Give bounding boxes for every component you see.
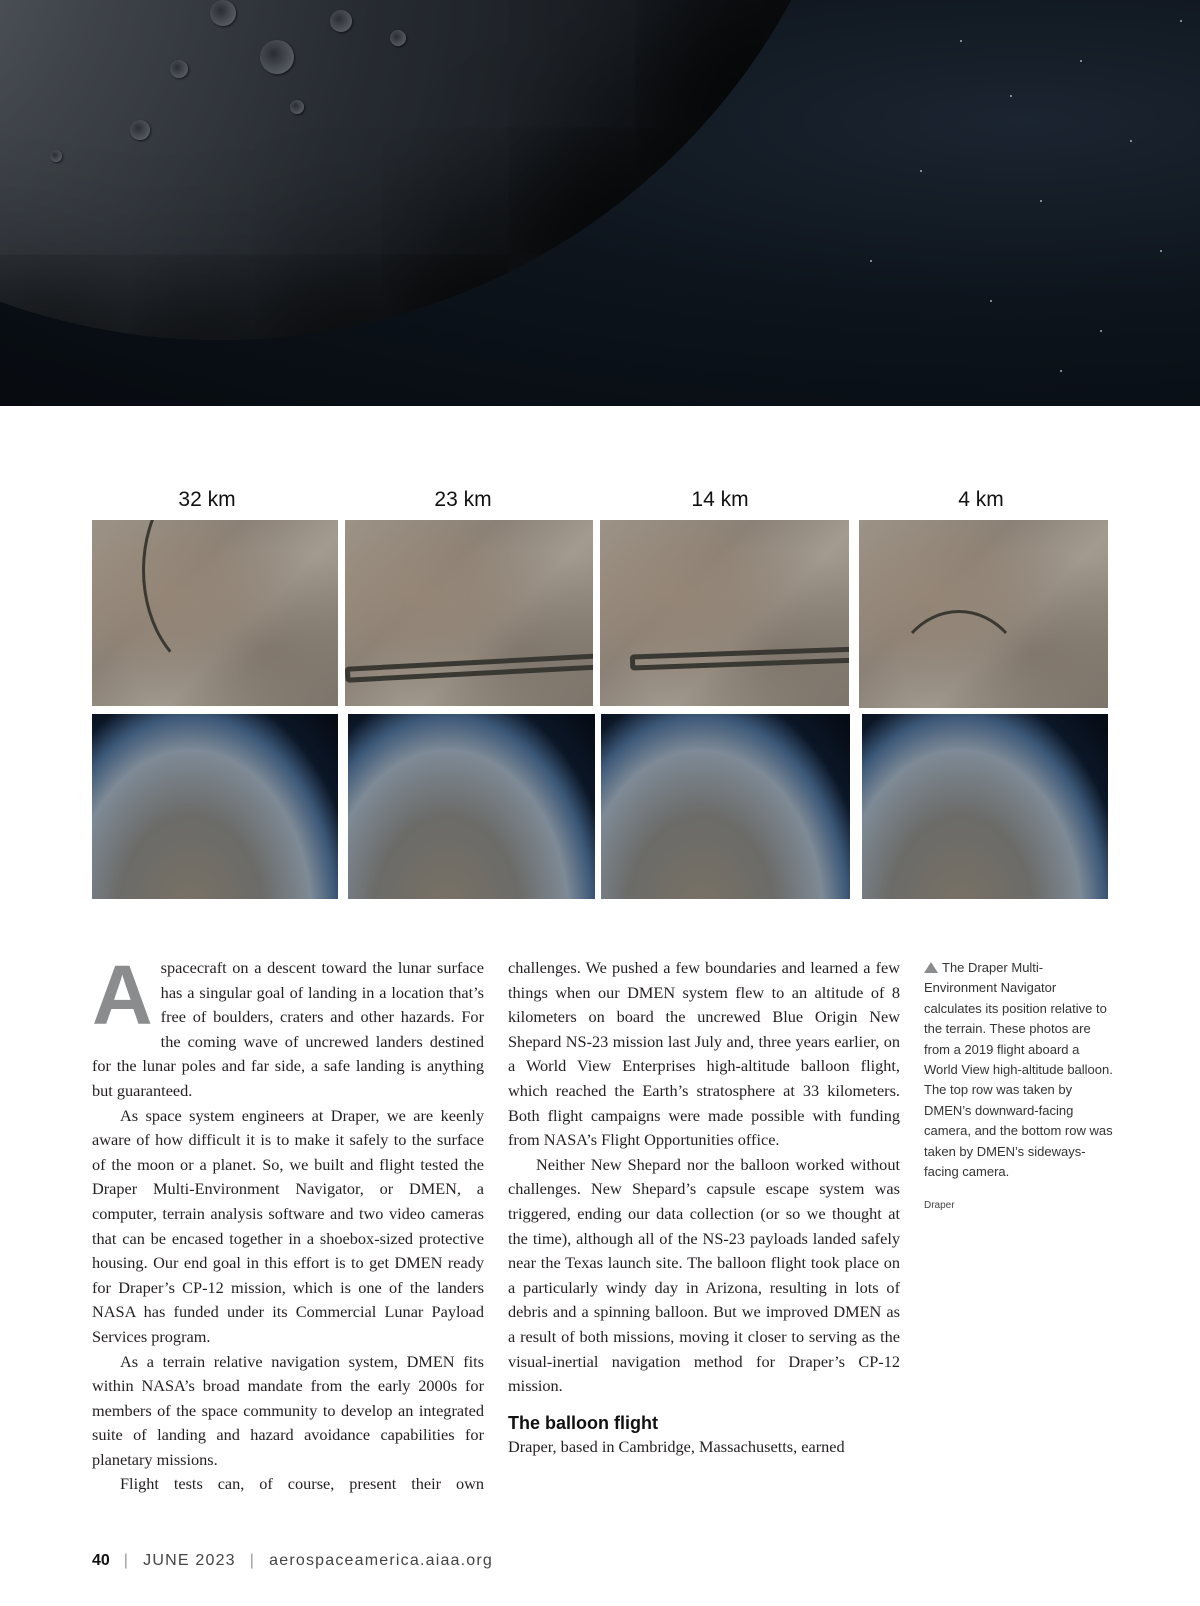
star xyxy=(920,170,922,172)
crater xyxy=(50,150,62,162)
page-number: 40 xyxy=(92,1552,110,1569)
tether-cable xyxy=(142,520,302,680)
crater xyxy=(390,30,406,46)
sideways-camera-photo xyxy=(862,714,1108,899)
article-column-1 xyxy=(92,948,484,1497)
article-paragraph xyxy=(92,948,484,1104)
paragraph-text: spacecraft on a descent toward the lunar surface has a singular goal of landing in a location that’s free of boulders, craters and other hazards. For the coming wave of uncrewed landers destined for the lunar poles and far side, a safe landing is anything but guaranteed. xyxy=(92,958,484,1100)
star xyxy=(1130,140,1132,142)
hero-moon-image xyxy=(0,0,1200,406)
drop-cap: A xyxy=(92,948,153,1042)
page-footer xyxy=(92,1552,493,1570)
article-paragraph: As a terrain relative navigation system, DMEN fits within NASA’s broad mandate from the early 2000s for members of the space community to develop an integrated suite of landing and hazard avoidance capabilities for planetary missions. xyxy=(92,1351,484,1469)
star xyxy=(1060,370,1062,372)
star xyxy=(1010,95,1012,97)
tether-cable xyxy=(889,610,1029,708)
star xyxy=(990,300,992,302)
altitude-label: 14 km xyxy=(691,488,749,511)
caption-triangle-icon xyxy=(924,962,938,973)
footer-separator: | xyxy=(249,1552,256,1569)
article-paragraph: As space system engineers at Draper, we are keenly aware of how difficult it is to make it safely to the surface of the moon or a planet. So, we built and flight tested the Draper Multi-Environment Navigator, or DMEN, a computer, terrain analysis software and two video cameras that can be encased together in a shoebox-sized protective housing. Our end goal in this effort is to get DMEN ready for Draper’s CP-12 mission, which is one of the landers NASA has funded under its Commercial Lunar Payload Services program. xyxy=(92,1105,484,1346)
caption-text: The Draper Multi-Environment Navigator calculates its position relative to the terrain. These photos are from a 2019 flight aboard a World View high-altitude balloon. The top row was taken by DMEN’s downward-facing camera, and the bottom row was taken by DMEN’s sideways-facing camera. xyxy=(924,960,1113,1180)
altitude-label: 32 km xyxy=(178,488,236,511)
star xyxy=(870,260,872,262)
footer-separator: | xyxy=(123,1552,130,1569)
article-paragraph: Draper, based in Cambridge, Massachusetts, earned xyxy=(508,1436,845,1456)
altitude-label: 4 km xyxy=(958,488,1004,511)
photo-credit: Draper xyxy=(924,1200,955,1212)
tether-cable xyxy=(345,653,593,683)
star xyxy=(1180,20,1182,22)
sideways-camera-photo xyxy=(601,714,850,899)
downward-camera-photo xyxy=(859,520,1108,708)
section-subheading: The balloon flight xyxy=(508,1412,658,1433)
altitude-label: 23 km xyxy=(434,488,492,511)
photo-caption xyxy=(924,958,1114,1217)
moon-surface xyxy=(0,0,870,340)
downward-camera-photo xyxy=(600,520,849,706)
crater xyxy=(130,120,150,140)
crater xyxy=(170,60,188,78)
crater xyxy=(260,40,294,74)
article-column-2 xyxy=(508,956,900,1459)
downward-camera-photo xyxy=(92,520,338,706)
crater xyxy=(330,10,352,32)
star xyxy=(1080,60,1082,62)
article-paragraph: Flight tests can, of course, present their own xyxy=(120,1474,484,1494)
article-paragraph: Neither New Shepard nor the balloon worked without challenges. New Shepard’s capsule escape system was triggered, ending our data collection (or so we thought at the time), although all of the NS-23 payloads landed safely near the Texas launch site. The balloon flight took place on a particularly windy day in Arizona, resulting in lots of debris and a spinning balloon. But we improved DMEN as a result of both missions, moving it closer to serving as the visual-inertial navigation method for Draper’s CP-12 mission. xyxy=(508,1154,900,1396)
sideways-camera-photo xyxy=(348,714,595,899)
star xyxy=(1100,330,1102,332)
sideways-camera-photo xyxy=(92,714,338,899)
tether-cable xyxy=(630,645,849,670)
issue-date: JUNE 2023 xyxy=(143,1552,236,1569)
crater xyxy=(210,0,236,26)
downward-camera-photo xyxy=(345,520,593,706)
crater xyxy=(290,100,304,114)
article-paragraph: challenges. We pushed a few boundaries and learned a few things when our DMEN system flew to an altitude of 8 kilometers on board the uncrewed Blue Origin New Shepard NS-23 mission last July and, three years earlier, on a World View Enterprises high-altitude balloon flight, which reached the Earth’s stratosphere at 33 kilometers. Both flight campaigns were made possible with funding from NASA’s Flight Opportunities office. xyxy=(508,958,900,1150)
website-url: aerospaceamerica.aiaa.org xyxy=(269,1552,494,1569)
star xyxy=(1160,250,1162,252)
star xyxy=(960,40,962,42)
star xyxy=(1040,200,1042,202)
